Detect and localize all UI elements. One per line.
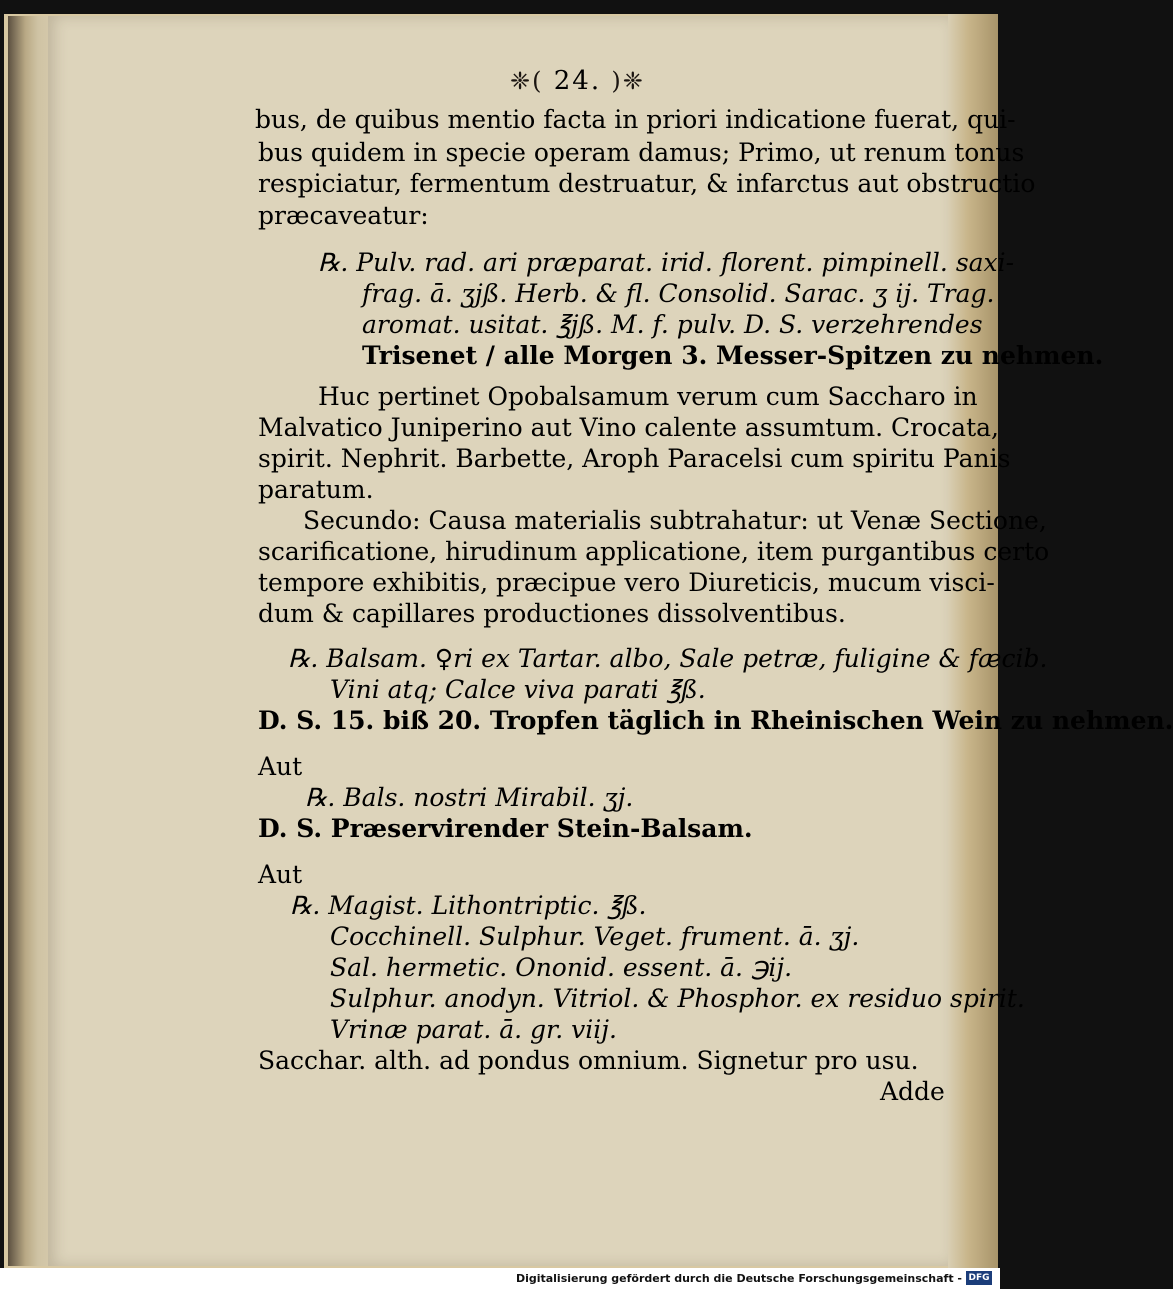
dfg-logo-icon: DFG	[966, 1271, 992, 1285]
text-line: Sal. hermetic. Ononid. essent. ā. ℈ij.	[330, 953, 793, 982]
footer-credit: Digitalisierung gefördert durch die Deutsche Forschungsgemeinschaft -	[515, 1272, 962, 1285]
text-line: Trisenet / alle Morgen 3. Messer-Spitzen zu nehmen.	[362, 341, 1104, 370]
text-line: Vrinæ parat. ā. gr. viij.	[330, 1015, 617, 1044]
text-line: scarificatione, hirudinum applicatione, item purgantibus certo	[258, 537, 1050, 566]
text-line: Huc pertinet Opobalsamum verum cum Saccharo in	[318, 382, 978, 411]
page-edge-right	[948, 14, 998, 1268]
text-line: ℞. Pulv. rad. ari præparat. irid. florent. pimpinell. saxi-	[318, 248, 1015, 277]
text-line: spirit. Nephrit. Barbette, Aroph Paracelsi cum spiritu Panis	[258, 444, 1011, 473]
text-line: Adde	[880, 1077, 945, 1106]
text-line: Secundo: Causa materialis subtrahatur: ut Venæ Sectione,	[303, 506, 1047, 535]
text-line: D. S. Præservirender Stein-Balsam.	[258, 814, 753, 843]
text-line: ℞. Balsam. ♀ri ex Tartar. albo, Sale petræ, fuligine & fæcib.	[288, 644, 1048, 673]
text-line: Malvatico Juniperino aut Vino calente assumtum. Crocata,	[258, 413, 999, 442]
text-line: dum & capillares productiones dissolventibus.	[258, 599, 846, 628]
text-line: ℞. Magist. Lithontriptic. ℥ß.	[290, 891, 647, 920]
text-line: ℞. Bals. nostri Mirabil. ʒj.	[305, 783, 634, 812]
text-line: Aut	[258, 752, 303, 781]
text-line: præcaveatur:	[258, 201, 429, 230]
text-line: D. S. 15. biß 20. Tropfen täglich in Rheinischen Wein zu nehmen.	[258, 706, 1173, 735]
text-line: tempore exhibitis, præcipue vero Diureticis, mucum visci-	[258, 568, 995, 597]
text-line: Sulphur. anodyn. Vitriol. & Phosphor. ex residuo spirit.	[330, 984, 1025, 1013]
text-line: respiciatur, fermentum destruatur, & infarctus aut obstructio	[258, 169, 1036, 198]
text-line: frag. ā. ʒjß. Herb. & fl. Consolid. Sarac. ʒ ij. Trag.	[362, 279, 995, 308]
text-line: aromat. usitat. ℥jß. M. f. pulv. D. S. verzehrendes	[362, 310, 983, 339]
text-line: paratum.	[258, 475, 374, 504]
text-line: Cocchinell. Sulphur. Veget. frument. ā. ʒj.	[330, 922, 860, 951]
ornament-right-icon: )❈	[611, 67, 645, 95]
footer-bar	[0, 1268, 1000, 1289]
text-line: Vini atq; Calce viva parati ℥ß.	[330, 675, 706, 704]
page-header	[510, 66, 645, 96]
page-number: 24.	[553, 66, 602, 96]
ornament-left-icon: ❈(	[510, 67, 544, 95]
text-line: Sacchar. alth. ad pondus omnium. Signetur pro usu.	[258, 1046, 919, 1075]
text-line: bus quidem in specie operam damus; Primo, ut renum tonus	[258, 138, 1025, 167]
text-line: Aut	[258, 860, 303, 889]
page-sheet	[48, 16, 948, 1266]
text-line: bus, de quibus mentio facta in priori indicatione fuerat, qui-	[255, 105, 1016, 134]
